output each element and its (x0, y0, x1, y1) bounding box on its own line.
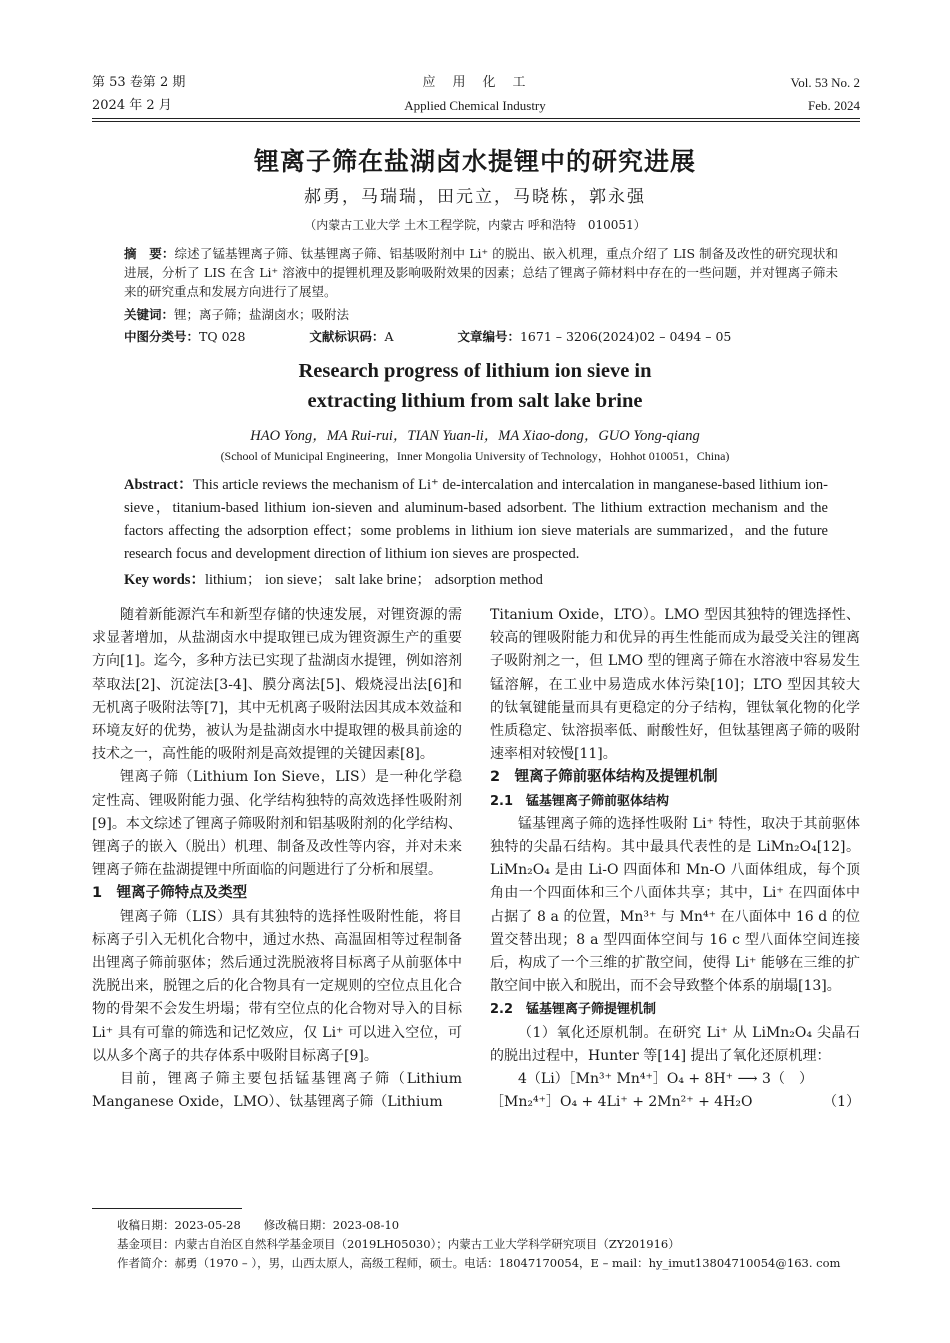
subsection-heading-2-2: 2.2 锰基锂离子筛提锂机制 (490, 1002, 657, 1018)
doc-code-value: A (384, 329, 394, 344)
abstract-en (124, 474, 828, 566)
abstract-cn-label: 摘 要： (124, 246, 175, 261)
affiliation-cn: （内蒙古工业大学 土木工程学院，内蒙古 呼和浩特 010051） (304, 218, 646, 232)
paper-title-en-line1: Research progress of lithium ion sieve in (298, 360, 652, 382)
section-heading-1: 1 锂离子筛特点及类型 (92, 885, 248, 902)
intro-paragraph-1: 随着新能源汽车和新型存储的快速发展，对锂资源的需求显著增加，从盐湖卤水中提取锂已成为锂资源生产的重要方向[1]。迄今，多种方法已实现了盐湖卤水提锂，例如溶剂萃取法[2]、沉淀法[3-4]、膜分离法[5]、煅烧浸出法[6]和无机离子吸附法等[7]，其中无机离子吸附法因其成本效益和环境友好的优势，被认为是盐湖卤水中提取锂的极具前途的技术之一，高性能的吸附剂是高效提锂的关键因素[8]。 (92, 607, 462, 763)
doc-code-label: 文献标识码： (309, 329, 385, 344)
keywords-en-label: Key words： (124, 572, 205, 588)
keywords-en (124, 568, 543, 589)
journal-date-en: Feb. 2024 (808, 98, 860, 113)
authors-cn: 郝勇，马瑞瑞，田元立，马晓栋，郭永强 (304, 187, 646, 207)
keywords-cn-label: 关键词： (124, 307, 175, 322)
equation-1-line-2 (490, 1091, 860, 1114)
footnote-received: 收稿日期：2023-05-28 修改稿日期：2023-08-10 (117, 1218, 400, 1232)
intro-paragraph-2: 锂离子筛（Lithium Ion Sieve，LIS）是一种化学稳定性高、锂吸附能力强、化学结构独特的高效选择性吸附剂[9]。本文综述了锂离子筛吸附剂和铝基吸附剂的化学结构、锂离子的嵌入（脱出）机理、制备及改性等内容，并对未来锂离子筛在盐湖提锂中所面临的问题进行了分析和展望。 (92, 769, 462, 879)
equation-1-body: ［Mn₂⁴⁺］O₄ + 4Li⁺ + 2Mn²⁺ + 4H₂O (490, 1094, 753, 1111)
paper-title-en (0, 356, 950, 416)
article-no-label: 文章编号： (457, 329, 520, 344)
journal-volume: 第 53 卷第 2 期 (92, 75, 186, 90)
header-rule (92, 118, 860, 119)
paper-title-en-line2: extracting lithium from salt lake brine (307, 390, 643, 412)
keywords-cn-text: 锂；离子筛；盐湖卤水；吸附法 (174, 307, 350, 322)
keywords-en-text: lithium； ion sieve； salt lake brine； adsorption method (204, 572, 543, 588)
journal-name-en: Applied Chemical Industry (404, 98, 546, 113)
subsection-heading-2-1: 2.1 锰基锂离子筛前驱体结构 (490, 793, 670, 809)
body-right-column (490, 604, 860, 1114)
section-heading-2: 2 锂离子筛前驱体结构及提锂机制 (490, 769, 718, 786)
section-1-paragraph-2: 目前，锂离子筛主要包括锰基锂离子筛（Lithium Manganese Oxide，LMO）、钛基锂离子筛（Lithium (92, 1071, 462, 1111)
section-2-1-paragraph: 锰基锂离子筛的选择性吸附 Li⁺ 特性，取决于其前驱体独特的尖晶石结构。其中最具代表性的是 LiMn₂O₄[12]。LiMn₂O₄ 是由 Li-O 四面体和 Mn-O 八面体组成，每个顶角由一个四面体和三个八面体共享；其中，Li⁺ 在四面体中占据了 8 a 的位置，Mn³⁺ 与 Mn⁴⁺ 在八面体中 16 d 的位置交替出现；8 a 型四面体空间与 16 c 型八面体空间连接后，构成了一个三维的扩散空间，使得 Li⁺ 能够在三维的扩散空间中嵌入和脱出，而不会导致整个体系的崩塌[13]。 (490, 815, 860, 995)
section-2-2-paragraph: （1）氧化还原机制。在研究 Li⁺ 从 LiMn₂O₄ 尖晶石的脱出过程中，Hunter 等[14] 提出了氧化还原机理： (490, 1024, 860, 1064)
section-1-paragraph-1: 锂离子筛（LIS）具有其独特的选择性吸附性能，将目标离子引入无机化合物中，通过水热、高温固相等过程制备出锂离子筛前驱体；然后通过洗脱液将目标离子从前驱体中洗脱出来，脱锂之后的化合物具有一定规则的空位点且化合物的骨架不会发生坍塌；带有空位点的化合物对导入的目标 Li⁺ 具有可靠的筛选和记忆效应，仅 Li⁺ 可以进入空位，可以从多个离子的共存体系中吸附目标离子[9]。 (92, 908, 462, 1064)
journal-name-cn: 应 用 化 工 (422, 75, 528, 90)
article-no-value: 1671 – 3206(2024)02 – 0494 – 05 (519, 329, 732, 344)
footnote-fund: 基金项目：内蒙古自治区自然科学基金项目（2019LH05030）；内蒙古工业大学科学研究项目（ZY201916） (117, 1237, 680, 1251)
keywords-cn (124, 305, 349, 323)
footnote-rule (92, 1208, 242, 1209)
journal-volume-en: Vol. 53 No. 2 (790, 75, 860, 90)
body-left-column (92, 604, 462, 1114)
abstract-cn-text: 综述了锰基锂离子筛、钛基锂离子筛、铝基吸附剂中 Li⁺ 的脱出、嵌入机理，重点介绍了 LIS 制备及改性的研究现状和进展，分析了 LIS 在含 Li⁺ 溶液中的提锂机理及影响吸附效果的因素；总结了锂离子筛材料中存在的一些问题，并对锂离子筛未来的研究重点和发展方向进行了展望。 (124, 246, 838, 299)
paper-title-cn: 锂离子筛在盐湖卤水提锂中的研究进展 (253, 147, 696, 176)
clc-value: TQ 028 (199, 329, 246, 344)
header-rule-2 (92, 121, 860, 122)
abstract-en-label: Abstract： (124, 477, 193, 493)
equation-1-line-1: 4（Li）［Mn³⁺ Mn⁴⁺］O₄ + 8H⁺ ⟶ 3（ ） (518, 1071, 813, 1088)
authors-en: HAO Yong，MA Rui-rui，TIAN Yuan-li，MA Xiao-dong，GUO Yong-qiang (250, 428, 700, 444)
journal-date: 2024 年 2 月 (92, 98, 172, 113)
abstract-en-text: This article reviews the mechanism of Li⁺ de-intercalation and intercalation in manganese-based lithium ion-sieve，titanium-based lithium ion-sieven and aluminum-based adsorbent. The lithium extraction mechanism and the factors affecting the adsorption effect；some problems in lithium ion sieve materials are summarized，and the future research focus and development direction of lithium ion sieves are prospected. (124, 477, 828, 562)
equation-1-number: （1） (823, 1094, 860, 1111)
classification-line (124, 327, 791, 345)
section-1-paragraph-2-cont: Titanium Oxide，LTO）。LMO 型因其独特的锂选择性、较高的锂吸附能力和优异的再生性能而成为最受关注的锂离子吸附剂之一，但 LMO 型的锂离子筛在水溶液中容易发生锰溶解，在工业中易造成水体污染[10]；LTO 型因其较大的钛氧键能量而具有更稳定的分子结构，锂钛氧化物的化学性质稳定、钛溶损率低、耐酸性好，但钛基锂离子筛的吸附速率相对较慢[11]。 (490, 607, 860, 763)
affiliation-en: (School of Municipal Engineering，Inner Mongolia University of Technology，Hohhot 010051，China) (220, 449, 730, 463)
footnote-author-bio: 作者简介：郝勇（1970 – ），男，山西太原人，高级工程师，硕士。电话：18047170054，E – mail：hy_imut13804710054@163. com (117, 1256, 841, 1270)
abstract-cn (124, 244, 838, 301)
clc-label: 中图分类号： (124, 329, 200, 344)
